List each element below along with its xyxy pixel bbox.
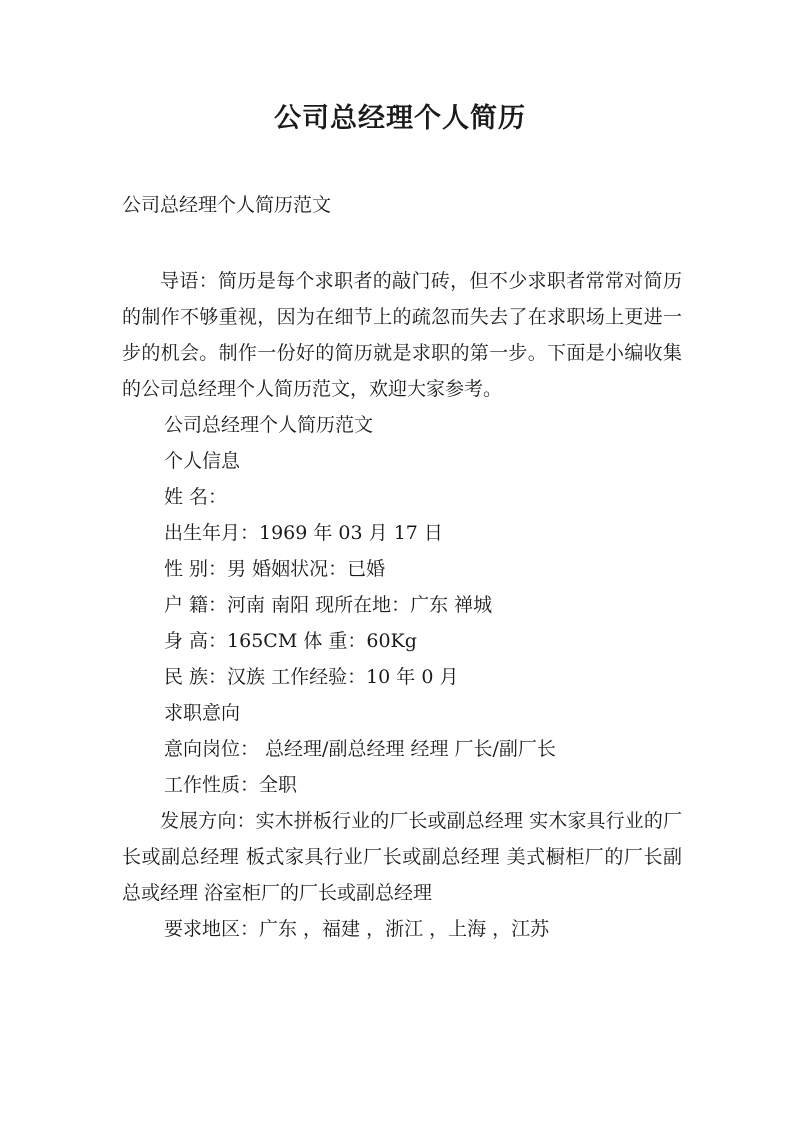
direction-paragraph: 发展方向：实木拼板行业的厂长或副总经理 实木家具行业的厂长或副总经理 板式家具行业厂长或副总经理 美式橱柜厂的厂长副总或经理 浴室柜厂的厂长或副总经理: [122, 810, 682, 904]
household-line: 户 籍：河南 南阳 现所在地：广东 禅城: [164, 594, 493, 616]
gender-marital-line: 性 别：男 婚姻状况：已婚: [164, 558, 386, 580]
document-subtitle: 公司总经理个人简历范文: [122, 194, 332, 216]
height-weight-line: 身 高：165CM 体 重：60Kg: [164, 630, 417, 652]
name-line: 姓 名：: [164, 486, 228, 508]
position-line: 意向岗位： 总经理/副总经理 经理 厂长/副厂长: [164, 738, 556, 760]
job-intention-heading: 求职意向: [164, 702, 241, 724]
document-title: 公司总经理个人简历: [274, 103, 526, 134]
intro-paragraph: 导语：简历是每个求职者的敲门砖，但不少求职者常常对简历的制作不够重视，因为在细节上的疏忽而失去了在求职场上更进一步的机会。制作一份好的简历就是求职的第一步。下面是小编收集的公司总经理个人简历范文，欢迎大家参考。: [122, 270, 682, 400]
section-title: 公司总经理个人简历范文: [164, 414, 374, 436]
document-body: [122, 263, 682, 947]
ethnicity-experience-line: 民 族：汉族 工作经验：10 年 0 月: [164, 666, 459, 688]
region-line: 要求地区：广东 ，福建 ，浙江 ，上海 ，江苏: [164, 918, 550, 940]
nature-line: 工作性质：全职: [164, 774, 298, 796]
personal-info-heading: 个人信息: [164, 450, 241, 472]
birth-line: 出生年月：1969 年 03 月 17 日: [164, 522, 443, 544]
